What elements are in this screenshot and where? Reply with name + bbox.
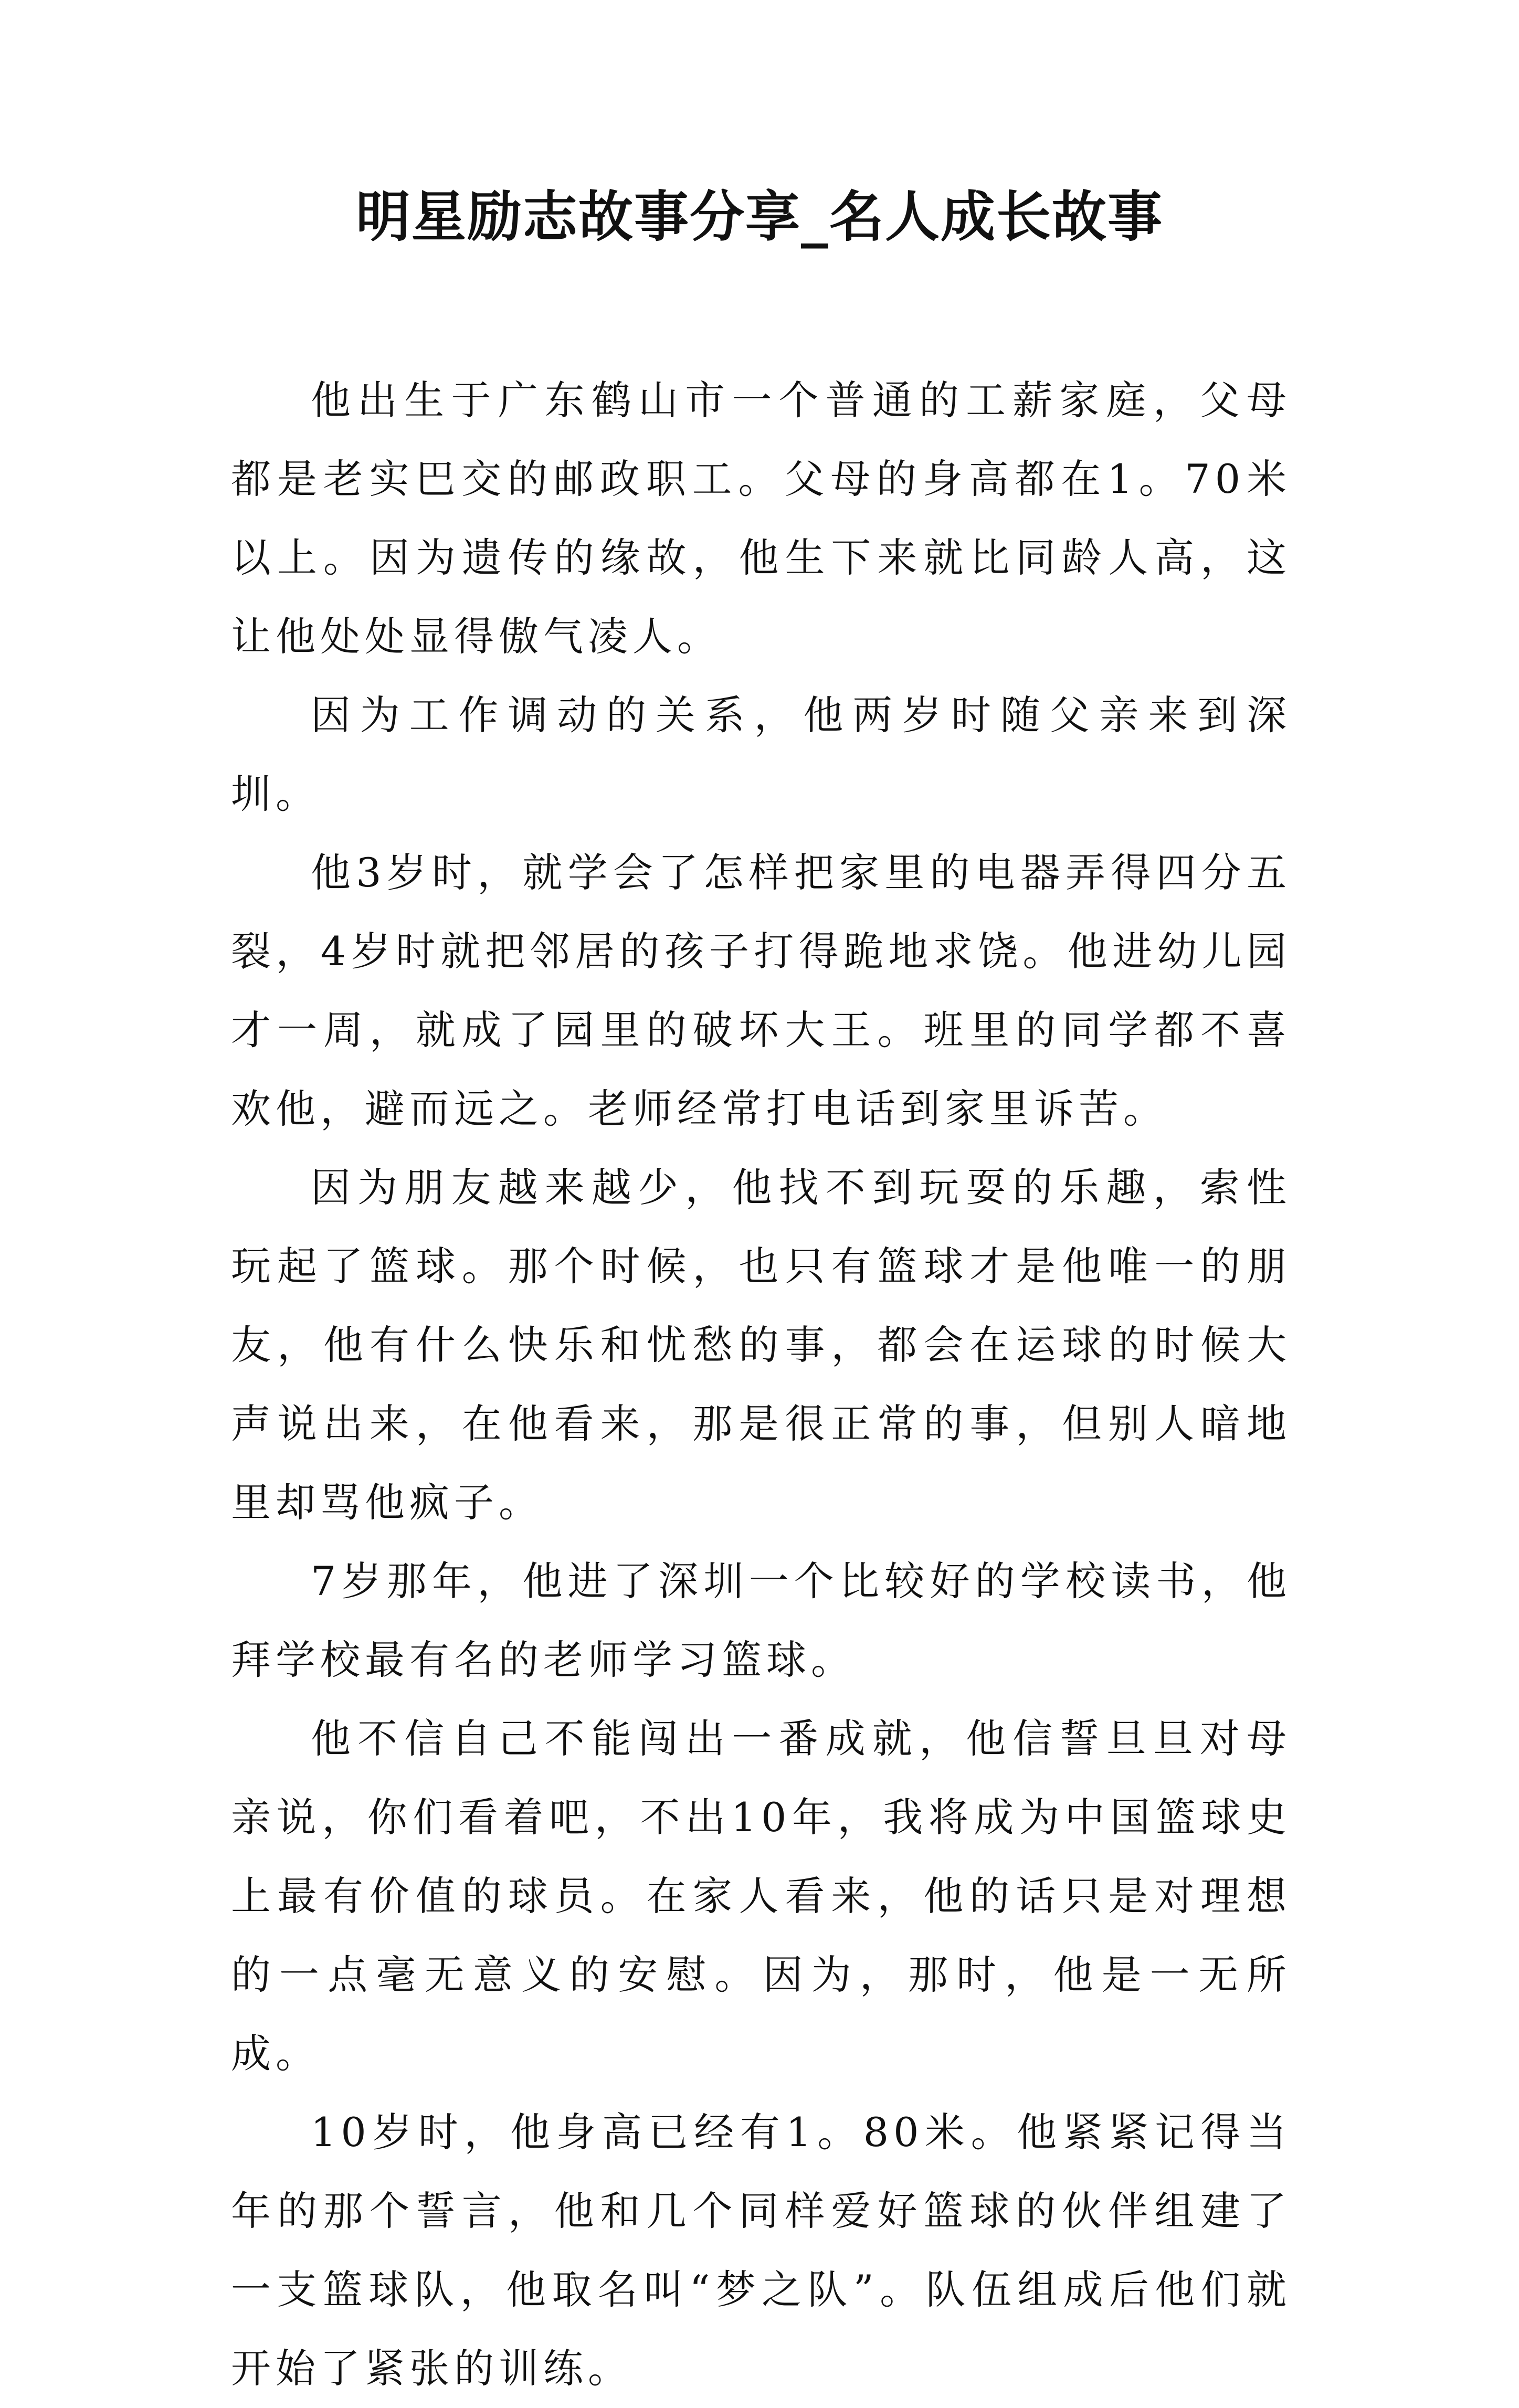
document-title: 明星励志故事分享_名人成长故事 — [355, 184, 1163, 249]
paragraph: 7岁那年，他进了深圳一个比较好的学校读书，他拜学校最有名的老师学习篮球。 — [231, 1558, 1291, 1683]
paragraph: 他3岁时，就学会了怎样把家里的电器弄得四分五裂，4岁时就把邻居的孩子打得跪地求饶。他进幼儿园才一周，就成了园里的破坏大王。班里的同学都不喜欢他，避而远之。老师经常打电话到家里诉苦。 — [231, 849, 1291, 1132]
paragraph: 因为工作调动的关系，他两岁时随父亲来到深圳。 — [231, 692, 1291, 817]
paragraph: 10岁时，他身高已经有1。80米。他紧紧记得当年的那个誓言，他和几个同样爱好篮球的伙伴组建了一支篮球队，他取名叫“梦之队”。队伍组成后他们就开始了紧张的训练。 — [231, 2109, 1291, 2392]
document-body — [231, 361, 1291, 2408]
paragraph: 因为朋友越来越少，他找不到玩耍的乐趣，索性玩起了篮球。那个时候，也只有篮球才是他唯一的朋友，他有什么快乐和忧愁的事，都会在运球的时候大声说出来，在他看来，那是很正常的事，但别人暗地里却骂他疯子。 — [231, 1164, 1291, 1526]
paragraph: 他不信自己不能闯出一番成就，他信誓旦旦对母亲说，你们看着吧，不出10年，我将成为中国篮球史上最有价值的球员。在家人看来，他的话只是对理想的一点毫无意义的安慰。因为，那时，他是一无所成。 — [231, 1715, 1291, 2077]
paragraph: 他出生于广东鹤山市一个普通的工薪家庭，父母都是老实巴交的邮政职工。父母的身高都在1。70米以上。因为遗传的缘故，他生下来就比同龄人高，这让他处处显得傲气凌人。 — [231, 377, 1291, 660]
